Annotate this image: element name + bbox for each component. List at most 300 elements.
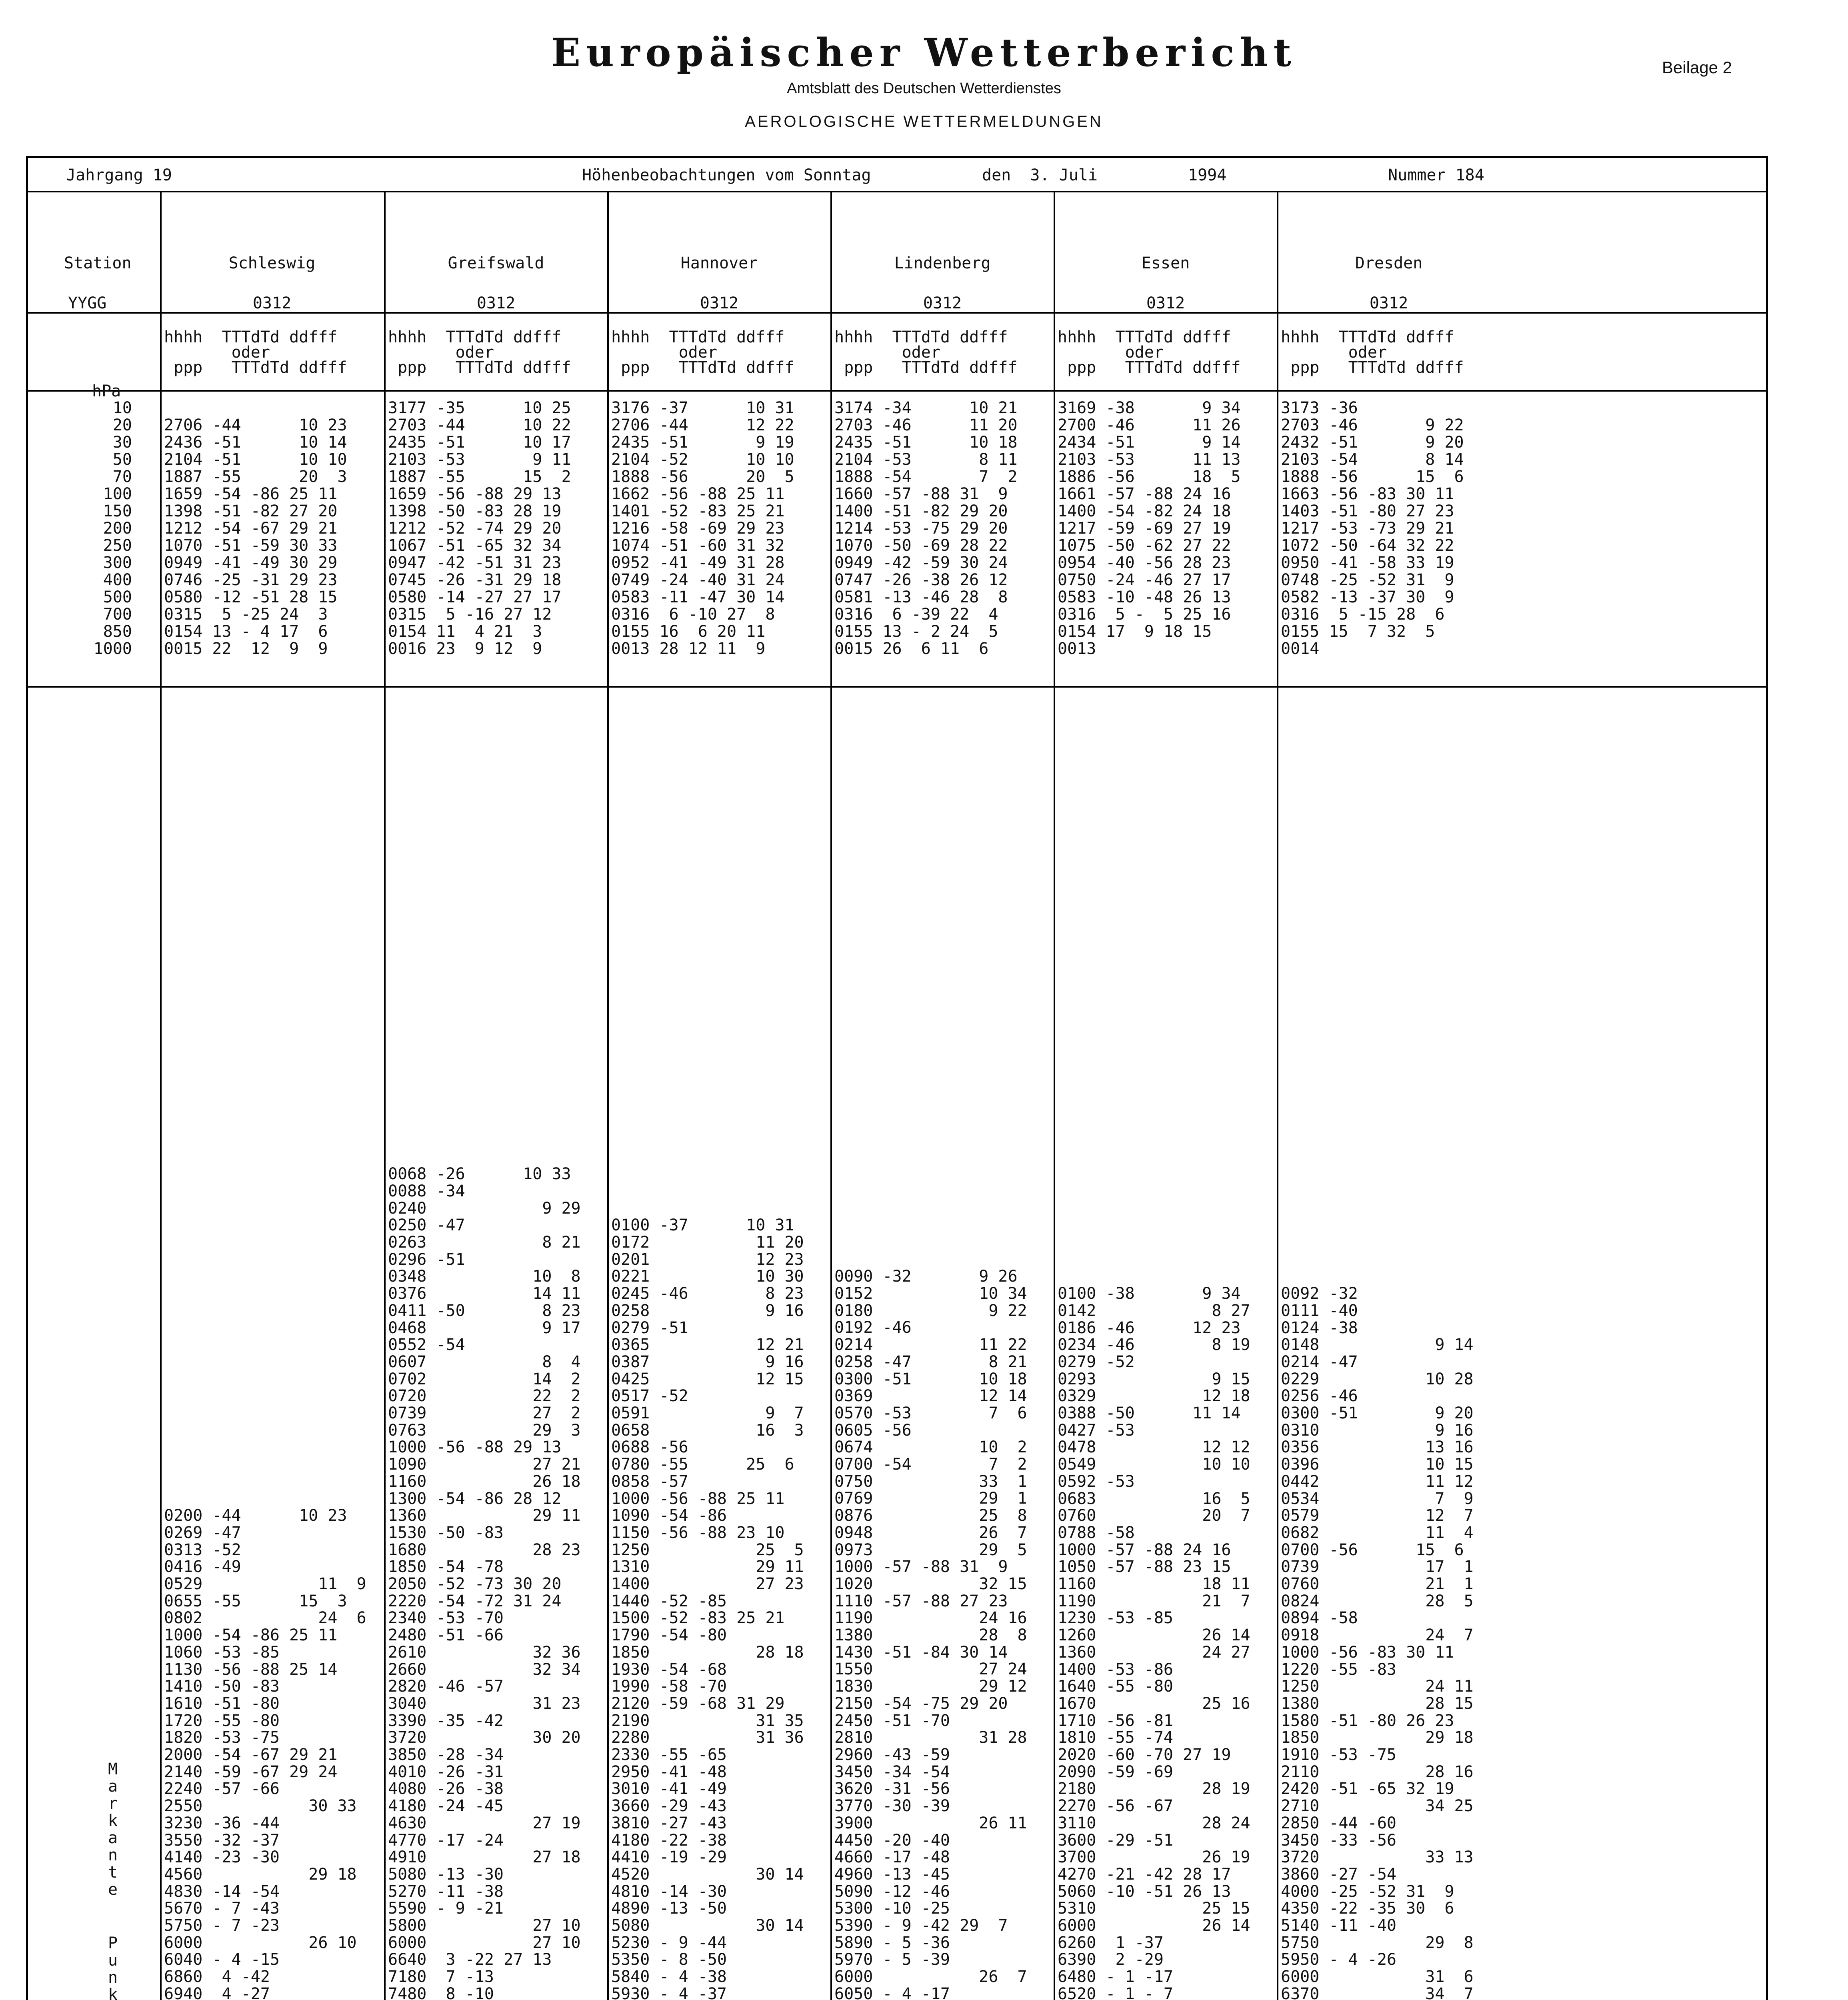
significant-point: 0068 -26 10 33 — [388, 1165, 571, 1183]
significant-point: 4890 -13 -50 — [611, 1899, 727, 1918]
standard-level-value: 1888 -54 7 2 — [834, 468, 1018, 486]
significant-point: 4180 -22 -38 — [611, 1831, 727, 1850]
significant-point: 6480 - 1 -17 — [1058, 1968, 1173, 1986]
significant-point: 2050 -52 -73 30 20 — [388, 1575, 562, 1593]
significant-point: 2190 31 35 — [611, 1712, 804, 1730]
significant-point: 4080 -26 -38 — [388, 1780, 504, 1798]
standard-level-value: 0315 5 -16 27 12 — [388, 605, 552, 624]
standard-level-value: 2432 -51 9 20 — [1281, 433, 1464, 452]
punkte-letter: u — [108, 1951, 118, 1970]
standard-level-value: 0154 11 4 21 3 — [388, 622, 542, 641]
column-header: oder — [164, 343, 270, 362]
column-header: oder — [388, 343, 494, 362]
standard-level-value: 1070 -51 -59 30 33 — [164, 536, 338, 555]
significant-point: 5590 - 9 -21 — [388, 1899, 504, 1918]
standard-level-value: 0014 — [1281, 640, 1320, 658]
level-label: 300 — [103, 554, 132, 572]
significant-point: 0858 -57 — [611, 1472, 688, 1491]
column-header: hhhh TTTdTd ddfff — [834, 328, 1008, 346]
rule — [384, 191, 386, 2000]
significant-point: 0111 -40 — [1281, 1302, 1358, 1320]
significant-point: 0468 9 17 — [388, 1319, 581, 1337]
significant-point: 1110 -57 -88 27 23 — [834, 1592, 1008, 1610]
standard-level-value: 1403 -51 -80 27 23 — [1281, 502, 1454, 520]
report-title: Höhenbeobachtungen vom Sonntag — [582, 166, 871, 184]
significant-point: 0142 8 27 — [1058, 1302, 1250, 1320]
significant-point: 0591 9 7 — [611, 1404, 804, 1422]
significant-point: 5270 -11 -38 — [388, 1882, 504, 1901]
standard-level-value: 1659 -54 -86 25 11 — [164, 485, 338, 503]
significant-point: 0387 9 16 — [611, 1353, 804, 1371]
significant-point: 0425 12 15 — [611, 1370, 804, 1388]
significant-point: 0411 -50 8 23 — [388, 1302, 581, 1320]
significant-point: 0152 10 34 — [834, 1284, 1027, 1303]
significant-point: 6260 1 -37 — [1058, 1934, 1164, 1952]
standard-level-value: 2435 -51 9 19 — [611, 433, 794, 452]
significant-point: 3450 -33 -56 — [1281, 1831, 1396, 1850]
significant-point: 3720 30 20 — [388, 1728, 581, 1747]
rule — [28, 191, 1766, 192]
significant-point: 3110 28 24 — [1058, 1814, 1250, 1832]
significant-point: 2810 31 28 — [834, 1728, 1027, 1747]
significant-point: 2480 -51 -66 — [388, 1626, 504, 1644]
significant-point: 4140 -23 -30 — [164, 1848, 280, 1866]
station-name: Dresden — [1355, 254, 1423, 272]
significant-point: 2020 -60 -70 27 19 — [1058, 1746, 1231, 1764]
standard-level-value: 3176 -37 10 31 — [611, 399, 794, 417]
significant-point: 0688 -56 — [611, 1438, 688, 1456]
standard-level-value: 3173 -36 — [1281, 399, 1358, 417]
station-yygg: 0312 — [923, 294, 962, 312]
column-header: hhhh TTTdTd ddfff — [164, 328, 338, 346]
standard-level-value: 1070 -50 -69 28 22 — [834, 536, 1008, 555]
significant-point: 1580 -51 -80 26 23 — [1281, 1712, 1454, 1730]
significant-point: 0894 -58 — [1281, 1609, 1358, 1627]
level-label: 20 — [112, 416, 132, 434]
significant-point: 0780 -55 25 6 — [611, 1455, 794, 1474]
standard-level-value: 1217 -53 -73 29 21 — [1281, 519, 1454, 538]
significant-point: 2960 -43 -59 — [834, 1746, 950, 1764]
significant-point: 2240 -57 -66 — [164, 1780, 280, 1798]
significant-point: 4560 29 18 — [164, 1865, 357, 1884]
significant-point: 6520 - 1 - 7 — [1058, 1985, 1173, 2000]
significant-point: 0229 10 28 — [1281, 1370, 1474, 1388]
column-header: ppp TTTdTd ddfff — [1281, 358, 1464, 377]
significant-point: 5970 - 5 -39 — [834, 1950, 950, 1969]
rule — [830, 191, 832, 2000]
significant-point: 0682 11 4 — [1281, 1524, 1474, 1542]
standard-level-value: 1072 -50 -64 32 22 — [1281, 536, 1454, 555]
significant-point: 4660 -17 -48 — [834, 1848, 950, 1866]
significant-point: 1440 -52 -85 — [611, 1592, 727, 1610]
rule — [160, 191, 162, 2000]
standard-level-value: 1398 -50 -83 28 19 — [388, 502, 562, 520]
significant-point: 0201 12 23 — [611, 1250, 804, 1269]
significant-point: 2280 31 36 — [611, 1728, 804, 1747]
standard-level-value: 0949 -41 -49 30 29 — [164, 554, 338, 572]
standard-level-value: 1401 -52 -83 25 21 — [611, 502, 785, 520]
significant-point: 0376 14 11 — [388, 1284, 581, 1303]
rule — [607, 191, 609, 2000]
standard-level-value: 1067 -51 -65 32 34 — [388, 536, 562, 555]
significant-point: 1000 -57 -88 24 16 — [1058, 1541, 1231, 1559]
significant-point: 1090 -54 -86 — [611, 1506, 727, 1525]
markante-letter: a — [108, 1829, 118, 1847]
significant-point: 2330 -55 -65 — [611, 1746, 727, 1764]
standard-level-value: 0748 -25 -52 31 9 — [1281, 571, 1454, 589]
significant-point: 1680 28 23 — [388, 1541, 581, 1559]
significant-point: 3390 -35 -42 — [388, 1712, 504, 1730]
standard-level-value: 0952 -41 -49 31 28 — [611, 554, 785, 572]
station-name: Essen — [1141, 254, 1190, 272]
significant-point: 1300 -54 -86 28 12 — [388, 1490, 562, 1508]
significant-point: 1910 -53 -75 — [1281, 1746, 1396, 1764]
significant-point: 4350 -22 -35 30 6 — [1281, 1899, 1454, 1918]
significant-point: 6640 3 -22 27 13 — [388, 1950, 552, 1969]
significant-point: 0124 -38 — [1281, 1319, 1358, 1337]
section-title: AEROLOGISCHE WETTERMELDUNGEN — [745, 113, 1103, 130]
significant-point: 6370 34 7 — [1281, 1985, 1474, 2000]
significant-point: 0256 -46 — [1281, 1387, 1358, 1405]
significant-point: 2850 -44 -60 — [1281, 1814, 1396, 1832]
significant-point: 1000 -56 -88 25 11 — [611, 1490, 785, 1508]
significant-point: 5670 - 7 -43 — [164, 1899, 280, 1918]
significant-point: 2340 -53 -70 — [388, 1609, 504, 1627]
significant-point: 0214 -47 — [1281, 1353, 1358, 1371]
significant-point: 0607 8 4 — [388, 1353, 581, 1371]
standard-level-value: 3174 -34 10 21 — [834, 399, 1018, 417]
station-label: Station — [64, 254, 132, 272]
significant-point: 0702 14 2 — [388, 1370, 581, 1388]
markante-letter: e — [108, 1880, 118, 1899]
significant-point: 4010 -26 -31 — [388, 1763, 504, 1781]
significant-point: 5300 -10 -25 — [834, 1899, 950, 1918]
significant-point: 1810 -55 -74 — [1058, 1728, 1173, 1747]
significant-point: 0234 -46 8 19 — [1058, 1336, 1250, 1354]
level-label: 50 — [112, 450, 132, 469]
significant-point: 1930 -54 -68 — [611, 1660, 727, 1679]
standard-level-value: 2435 -51 10 18 — [834, 433, 1018, 452]
significant-point: 5750 29 8 — [1281, 1934, 1474, 1952]
significant-point: 1500 -52 -83 25 21 — [611, 1609, 785, 1627]
significant-point: 1380 28 8 — [834, 1626, 1027, 1644]
standard-level-value: 0583 -10 -48 26 13 — [1058, 588, 1231, 606]
standard-level-value: 0950 -41 -58 33 19 — [1281, 554, 1454, 572]
significant-point: 0534 7 9 — [1281, 1490, 1474, 1508]
significant-point: 6390 2 -29 — [1058, 1950, 1164, 1969]
significant-point: 0683 16 5 — [1058, 1490, 1250, 1508]
significant-point: 5090 -12 -46 — [834, 1882, 950, 1901]
significant-point: 3550 -32 -37 — [164, 1831, 280, 1850]
document-subtitle: Amtsblatt des Deutschen Wetterdienstes — [787, 80, 1061, 97]
significant-point: 2140 -59 -67 29 24 — [164, 1763, 338, 1781]
level-label: 200 — [103, 519, 132, 538]
rule — [28, 686, 1766, 688]
significant-point: 1670 25 16 — [1058, 1694, 1250, 1713]
significant-point: 0655 -55 15 3 — [164, 1592, 347, 1610]
significant-point: 1020 32 15 — [834, 1575, 1027, 1593]
hpa-label: hPa — [92, 382, 121, 400]
significant-point: 5890 - 5 -36 — [834, 1934, 950, 1952]
significant-point: 1130 -56 -88 25 14 — [164, 1660, 338, 1679]
significant-point: 0700 -56 15 6 — [1281, 1541, 1464, 1559]
significant-point: 1220 -55 -83 — [1281, 1660, 1396, 1679]
significant-point: 2090 -59 -69 — [1058, 1763, 1173, 1781]
punkte-letter: n — [108, 1968, 118, 1987]
significant-point: 3600 -29 -51 — [1058, 1831, 1173, 1850]
significant-point: 6000 26 14 — [1058, 1916, 1250, 1935]
significant-point: 3660 -29 -43 — [611, 1797, 727, 1815]
station-yygg: 0312 — [1146, 294, 1185, 312]
significant-point: 0918 24 7 — [1281, 1626, 1474, 1644]
standard-level-value: 2434 -51 9 14 — [1058, 433, 1241, 452]
significant-point: 3850 -28 -34 — [388, 1746, 504, 1764]
standard-level-value: 2104 -51 10 10 — [164, 450, 347, 469]
significant-point: 0250 -47 — [388, 1216, 465, 1234]
significant-point: 0396 10 15 — [1281, 1455, 1474, 1474]
standard-level-value: 0013 — [1058, 640, 1096, 658]
significant-point: 0221 10 30 — [611, 1267, 804, 1286]
station-name: Schleswig — [228, 254, 316, 272]
significant-point: 0245 -46 8 23 — [611, 1284, 804, 1303]
significant-point: 1380 28 15 — [1281, 1694, 1474, 1713]
significant-point: 0356 13 16 — [1281, 1438, 1474, 1456]
significant-point: 0592 -53 — [1058, 1472, 1135, 1491]
significant-point: 0365 12 21 — [611, 1336, 804, 1354]
significant-point: 0329 12 18 — [1058, 1387, 1250, 1405]
significant-point: 1720 -55 -80 — [164, 1712, 280, 1730]
standard-level-value: 3177 -35 10 25 — [388, 399, 571, 417]
significant-point: 1530 -50 -83 — [388, 1524, 504, 1542]
standard-level-value: 0949 -42 -59 30 24 — [834, 554, 1008, 572]
significant-point: 0148 9 14 — [1281, 1336, 1474, 1354]
significant-point: 2450 -51 -70 — [834, 1712, 950, 1730]
report-date: den 3. Juli — [982, 166, 1098, 184]
station-name: Lindenberg — [894, 254, 991, 272]
column-header: ppp TTTdTd ddfff — [164, 358, 347, 377]
significant-point: 0700 -54 7 2 — [834, 1455, 1027, 1474]
significant-point: 0658 16 3 — [611, 1421, 804, 1440]
significant-point: 0788 -58 — [1058, 1524, 1135, 1542]
level-label: 1000 — [93, 640, 132, 658]
significant-point: 1550 27 24 — [834, 1660, 1027, 1678]
standard-level-value: 2706 -44 10 23 — [164, 416, 347, 434]
significant-point: 6040 - 4 -15 — [164, 1950, 280, 1969]
level-label: 500 — [103, 588, 132, 606]
significant-point: 0313 -52 — [164, 1541, 241, 1559]
significant-point: 6000 26 10 — [164, 1934, 357, 1952]
significant-point: 2000 -54 -67 29 21 — [164, 1746, 338, 1764]
significant-point: 0973 29 5 — [834, 1541, 1027, 1559]
significant-point: 1250 24 11 — [1281, 1677, 1474, 1696]
significant-point: 0269 -47 — [164, 1524, 241, 1542]
significant-point: 3700 26 19 — [1058, 1848, 1250, 1866]
significant-point: 0517 -52 — [611, 1387, 688, 1405]
significant-point: 0605 -56 — [834, 1421, 912, 1440]
significant-point: 5350 - 8 -50 — [611, 1950, 727, 1969]
significant-point: 0200 -44 10 23 — [164, 1506, 347, 1525]
significant-point: 3450 -34 -54 — [834, 1763, 950, 1781]
significant-point: 2120 -59 -68 31 29 — [611, 1694, 785, 1713]
significant-point: 0876 25 8 — [834, 1506, 1027, 1525]
significant-point: 3720 33 13 — [1281, 1848, 1474, 1866]
significant-point: 1260 26 14 — [1058, 1626, 1250, 1644]
significant-point: 0300 -51 9 20 — [1281, 1404, 1474, 1422]
significant-point: 1850 29 18 — [1281, 1728, 1474, 1747]
significant-point: 3230 -36 -44 — [164, 1814, 280, 1832]
standard-level-value: 1888 -56 15 6 — [1281, 468, 1464, 486]
jahrgang: Jahrgang 19 — [66, 166, 172, 184]
significant-point: 4410 -19 -29 — [611, 1848, 727, 1866]
column-header: hhhh TTTdTd ddfff — [611, 328, 785, 346]
data-table — [26, 156, 1768, 2000]
significant-point: 2180 28 19 — [1058, 1780, 1250, 1798]
significant-point: 0769 29 1 — [834, 1489, 1027, 1508]
significant-point: 1050 -57 -88 23 15 — [1058, 1558, 1231, 1576]
standard-level-value: 0316 5 -15 28 6 — [1281, 605, 1445, 624]
standard-level-value: 1398 -51 -82 27 20 — [164, 502, 338, 520]
significant-point: 3620 -31 -56 — [834, 1780, 950, 1798]
significant-point: 0214 11 22 — [834, 1336, 1027, 1354]
standard-level-value: 1659 -56 -88 29 13 — [388, 485, 562, 503]
significant-point: 1230 -53 -85 — [1058, 1609, 1173, 1627]
significant-point: 1060 -53 -85 — [164, 1643, 280, 1662]
station-yygg: 0312 — [1369, 294, 1408, 312]
standard-level-value: 1216 -58 -69 29 23 — [611, 519, 785, 538]
yygg-label: YYGG — [68, 294, 107, 312]
standard-level-value: 0750 -24 -46 27 17 — [1058, 571, 1231, 589]
standard-level-value: 1400 -54 -82 24 18 — [1058, 502, 1231, 520]
significant-point: 1250 25 5 — [611, 1541, 804, 1559]
standard-level-value: 0746 -25 -31 29 23 — [164, 571, 338, 589]
column-header: hhhh TTTdTd ddfff — [388, 328, 562, 346]
significant-point: 6000 31 6 — [1281, 1968, 1474, 1986]
significant-point: 0192 -46 — [834, 1318, 912, 1337]
significant-point: 1790 -54 -80 — [611, 1626, 727, 1644]
report-number: Nummer 184 — [1388, 166, 1484, 184]
significant-point: 7480 8 -10 — [388, 1985, 494, 2000]
significant-point: 4450 -20 -40 — [834, 1831, 950, 1850]
column-header: oder — [611, 343, 717, 362]
significant-point: 1000 -56 -83 30 11 — [1281, 1643, 1454, 1662]
standard-level-value: 0013 28 12 11 9 — [611, 640, 766, 658]
standard-level-value: 0154 17 9 18 15 — [1058, 622, 1212, 641]
standard-level-value: 0580 -14 -27 27 17 — [388, 588, 562, 606]
standard-level-value: 0316 6 -39 22 4 — [834, 605, 998, 624]
significant-point: 1360 24 27 — [1058, 1643, 1250, 1662]
standard-level-value: 0745 -26 -31 29 18 — [388, 571, 562, 589]
significant-point: 0760 21 1 — [1281, 1575, 1474, 1593]
standard-level-value: 1888 -56 20 5 — [611, 468, 794, 486]
significant-point: 0388 -50 11 14 — [1058, 1404, 1241, 1422]
significant-point: 5750 - 7 -23 — [164, 1916, 280, 1935]
significant-point: 3860 -27 -54 — [1281, 1865, 1396, 1884]
level-label: 700 — [103, 605, 132, 624]
standard-level-value: 2104 -53 8 11 — [834, 450, 1018, 469]
significant-point: 1610 -51 -80 — [164, 1694, 280, 1713]
significant-point: 0258 9 16 — [611, 1302, 804, 1320]
standard-level-value: 1214 -53 -75 29 20 — [834, 519, 1008, 538]
significant-point: 0279 -51 — [611, 1319, 688, 1337]
significant-point: 1000 -56 -88 29 13 — [388, 1438, 562, 1456]
significant-point: 1430 -51 -84 30 14 — [834, 1643, 1008, 1662]
standard-level-value: 2103 -53 11 13 — [1058, 450, 1241, 469]
significant-point: 6000 27 10 — [388, 1934, 581, 1952]
standard-level-value: 2706 -44 12 22 — [611, 416, 794, 434]
significant-point: 1090 27 21 — [388, 1455, 581, 1474]
document-title: Europäischer Wetterbericht — [551, 30, 1297, 75]
significant-point: 0296 -51 — [388, 1250, 465, 1269]
significant-point: 2420 -51 -65 32 19 — [1281, 1780, 1454, 1798]
level-label: 10 — [112, 399, 132, 417]
standard-level-value: 0016 23 9 12 9 — [388, 640, 542, 658]
significant-point: 2820 -46 -57 — [388, 1677, 504, 1696]
significant-point: 0824 28 5 — [1281, 1592, 1474, 1610]
significant-point: 1150 -56 -88 23 10 — [611, 1524, 785, 1542]
significant-point: 0300 -51 10 18 — [834, 1370, 1027, 1388]
significant-point: 0088 -34 — [388, 1182, 465, 1200]
station-yygg: 0312 — [476, 294, 516, 312]
standard-level-value: 2103 -54 8 14 — [1281, 450, 1464, 469]
significant-point: 0186 -46 12 23 — [1058, 1319, 1241, 1337]
significant-point: 4180 -24 -45 — [388, 1797, 504, 1815]
significant-point: 5840 - 4 -38 — [611, 1968, 727, 1986]
significant-point: 0279 -52 — [1058, 1353, 1135, 1371]
level-label: 250 — [103, 536, 132, 555]
significant-point: 1160 26 18 — [388, 1472, 581, 1491]
rule — [28, 390, 1766, 392]
significant-point: 4830 -14 -54 — [164, 1882, 280, 1901]
significant-point: 1310 29 11 — [611, 1558, 804, 1576]
significant-point: 0760 20 7 — [1058, 1506, 1250, 1525]
significant-point: 1640 -55 -80 — [1058, 1677, 1173, 1696]
significant-point: 7180 7 -13 — [388, 1968, 494, 1986]
significant-point: 0240 9 29 — [388, 1199, 581, 1218]
significant-point: 0720 22 2 — [388, 1387, 581, 1405]
standard-level-value: 2435 -51 10 17 — [388, 433, 571, 452]
standard-level-value: 1212 -54 -67 29 21 — [164, 519, 338, 538]
significant-point: 6000 26 7 — [834, 1968, 1027, 1986]
significant-point: 0739 27 2 — [388, 1404, 581, 1422]
level-label: 850 — [103, 622, 132, 641]
significant-point: 6940 4 -27 — [164, 1985, 270, 2000]
standard-level-value: 1887 -55 15 2 — [388, 468, 571, 486]
markante-letter: n — [108, 1846, 118, 1864]
significant-point: 0100 -37 10 31 — [611, 1216, 794, 1234]
standard-level-value: 1075 -50 -62 27 22 — [1058, 536, 1231, 555]
markante-letter: a — [108, 1777, 118, 1796]
significant-point: 0674 10 2 — [834, 1438, 1027, 1456]
report-year: 1994 — [1188, 166, 1227, 184]
significant-point: 0369 12 14 — [834, 1387, 1027, 1405]
significant-point: 1400 27 23 — [611, 1575, 804, 1593]
significant-point: 0348 10 8 — [388, 1267, 581, 1286]
significant-point: 0310 9 16 — [1281, 1421, 1474, 1440]
significant-point: 5930 - 4 -37 — [611, 1985, 727, 2000]
standard-level-value: 2103 -53 9 11 — [388, 450, 571, 469]
significant-point: 2150 -54 -75 29 20 — [834, 1694, 1008, 1713]
column-header: hhhh TTTdTd ddfff — [1281, 328, 1454, 346]
significant-point: 2550 30 33 — [164, 1797, 357, 1815]
significant-point: 5080 -13 -30 — [388, 1865, 504, 1884]
standard-level-value: 2700 -46 11 26 — [1058, 416, 1241, 434]
standard-level-value: 2104 -52 10 10 — [611, 450, 794, 469]
significant-point: 0293 9 15 — [1058, 1370, 1250, 1388]
standard-level-value: 0015 26 6 11 6 — [834, 640, 989, 658]
significant-point: 3010 -41 -49 — [611, 1780, 727, 1798]
standard-level-value: 0155 13 - 2 24 5 — [834, 622, 998, 641]
standard-level-value: 1887 -55 20 3 — [164, 468, 347, 486]
